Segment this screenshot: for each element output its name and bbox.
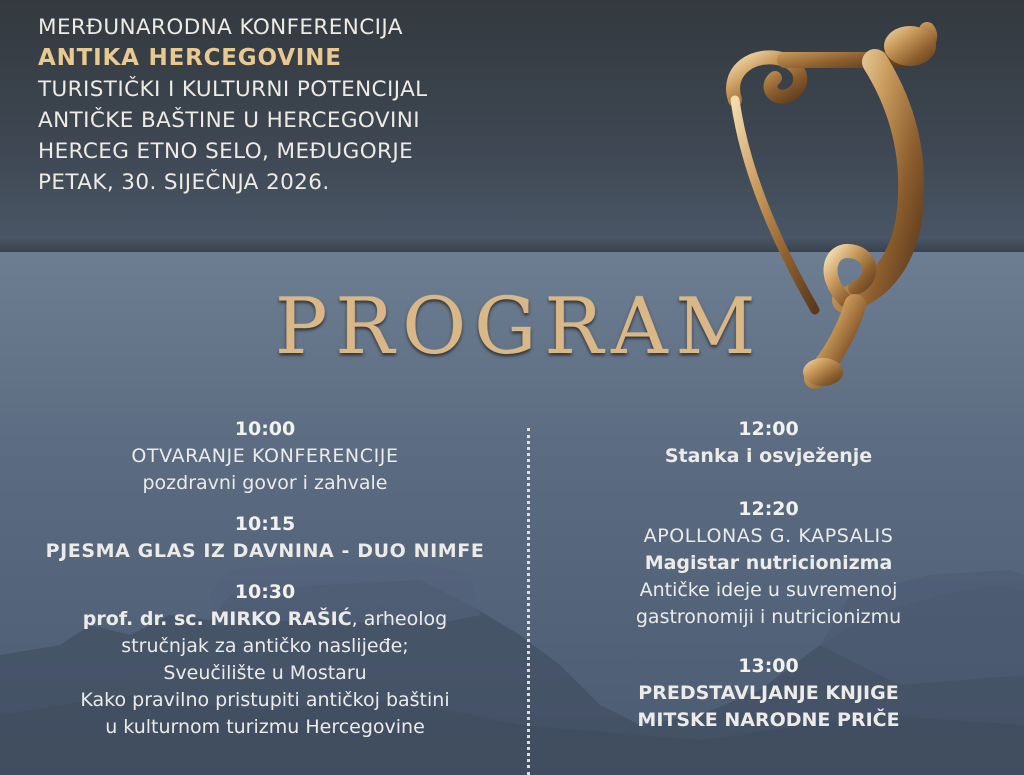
speaker-detail: stručnjak za antičko naslijeđe; (121, 635, 409, 657)
schedule-time: 10:15 (234, 513, 296, 535)
program-left-column (22, 416, 508, 755)
talk-title: Antičke ideje u suvremenoj (639, 579, 898, 601)
schedule-item (545, 653, 992, 734)
conference-venue: HERCEG ETNO SELO, MEĐUGORJE (38, 139, 414, 164)
schedule-item (545, 416, 992, 470)
conference-title: ANTIKA HERCEGOVINE (38, 45, 342, 71)
speaker-name: APOLLONAS G. KAPSALIS (643, 525, 894, 547)
speaker-affiliation: Sveučilište u Mostaru (163, 662, 367, 684)
schedule-description: pozdravni govor i zahvale (142, 472, 388, 494)
schedule-time: 10:00 (234, 418, 296, 440)
book-title: MITSKE NARODNE PRIČE (637, 709, 900, 731)
talk-title: gastronomiji i nutricionizmu (635, 606, 902, 628)
schedule-title: OTVARANJE KONFERENCIJE (131, 445, 399, 467)
talk-title: u kulturnom turizmu Hercegovine (105, 716, 425, 738)
schedule-time: 12:00 (738, 418, 799, 440)
schedule-item (22, 579, 508, 741)
conference-subtitle-2: ANTIČKE BAŠTINE U HERCEGOVINI (38, 108, 420, 133)
column-divider (527, 428, 530, 775)
schedule-title: PJESMA GLAS IZ DAVNINA - DUO NIMFE (45, 540, 485, 562)
schedule-title: Stanka i osvježenje (664, 445, 873, 467)
talk-title: Kako pravilno pristupiti antičkoj baštini (80, 689, 450, 711)
speaker-role: Magistar nutricionizma (644, 552, 893, 574)
speaker-line (22, 606, 508, 633)
conference-date: PETAK, 30. SIJEČNJA 2026. (38, 170, 330, 195)
schedule-time: 12:20 (738, 498, 799, 520)
schedule-time: 10:30 (234, 581, 296, 603)
speaker-title: prof. dr. sc. (82, 608, 211, 630)
schedule-title: PREDSTAVLJANJE KNJIGE (638, 682, 899, 704)
schedule-time: 13:00 (738, 655, 799, 677)
conference-header (38, 12, 598, 198)
speaker-name: MIRKO RAŠIĆ (210, 608, 352, 630)
conference-label: MERĐUNARODNA KONFERENCIJA (38, 15, 403, 40)
conference-subtitle-1: TURISTIČKI I KULTURNI POTENCIJAL (38, 77, 428, 102)
speaker-role: , arheolog (351, 608, 448, 630)
schedule-item (22, 416, 508, 497)
schedule-item (22, 511, 508, 565)
program-heading: PROGRAM (275, 282, 764, 372)
schedule-item (545, 496, 992, 631)
program-right-column (545, 416, 992, 748)
